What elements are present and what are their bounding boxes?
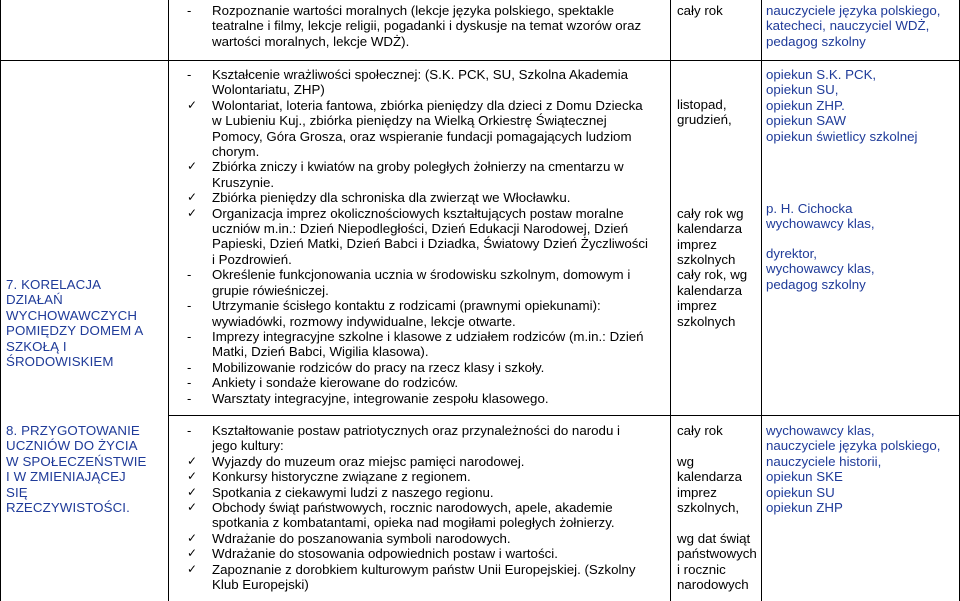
checkmark-list-item (187, 159, 667, 190)
cell-text-line: cały rok wg (677, 205, 744, 221)
term-text-line: i rocznic (677, 561, 726, 577)
dash-list-item (187, 423, 667, 454)
responsible-text-line: katecheci, nauczyciel WDŻ, (766, 18, 930, 34)
activity-text-line: Wyjazdy do muzeum oraz miejsc pamięci narodowej. (212, 453, 525, 469)
term-text-line: cały rok (677, 3, 723, 18)
checkmark-list-item (187, 454, 667, 469)
dash-bullet-icon: - (187, 375, 192, 391)
activity-text-line: wartości moralnych, lekcje WDŻ). (212, 33, 410, 49)
activity-text-line: Kształtowanie postaw patriotycznych oraz przynależności do narodu i (212, 423, 620, 438)
activity-text-line: i Pozdrowień. (212, 251, 292, 267)
dash-list-item (187, 267, 667, 298)
dash-list-item (187, 329, 667, 360)
dash-bullet-icon: - (187, 298, 192, 314)
activity-text-line: Zbiórka pieniędzy dla schroniska dla zwierząt we Włocławku. (212, 190, 571, 206)
cell-text-line: wychowawcy klas, (766, 216, 875, 232)
continued-responsible (766, 3, 960, 49)
term-text-line: państwowych (677, 546, 757, 562)
section-7-responsible (766, 67, 960, 292)
term-text-line: narodowych (677, 577, 749, 593)
section-title-line: RZECZYWISTOŚCI. (6, 500, 130, 516)
cell-text-line: p. H. Cichocka (766, 201, 853, 217)
cell-text-line: opiekun SU, (766, 82, 839, 98)
activity-text-line: Klub Europejski) (212, 577, 309, 593)
activity-text-line: Wdrażanie do poszanowania symboli narodowych. (212, 530, 511, 546)
cell-block (766, 67, 960, 144)
cell-text-line: listopad, (677, 97, 727, 112)
activity-text-line: Utrzymanie ścisłego kontaktu z rodzicami (prawnymi opiekunami): (212, 298, 601, 314)
cell-text-line: szkolnych (677, 313, 736, 329)
activity-text-line: Konkursy historyczne związane z regionem. (212, 469, 471, 485)
activity-text-line: Papieski, Dzień Matki, Dzień Babci i Dziadka, Światowy Dzień Życzliwości (212, 236, 648, 252)
dash-bullet-icon: - (187, 67, 192, 82)
section-8-term (677, 423, 761, 592)
section-title-line: 8. PRZYGOTOWANIE (6, 423, 140, 438)
cell-text-line: opiekun ZHP. (766, 97, 845, 113)
activity-text-line: teatralne i filmy, lekcje religii, pogadanki i dyskusje na temat wzorów oraz (212, 18, 642, 34)
term-text-line: kalendarza (677, 469, 743, 485)
section-title-line: UCZNIÓW DO ŻYCIA (6, 438, 138, 454)
cell-block (766, 201, 960, 232)
checkmark-list-item (187, 206, 667, 268)
checkmark-list-item (187, 546, 667, 561)
section-7-title (6, 277, 166, 369)
cell-text-line: szkolnych (677, 252, 736, 268)
dash-bullet-icon: - (187, 390, 192, 406)
activity-text-line: Wolontariatu, ZHP) (212, 82, 325, 98)
section-8-title (6, 423, 166, 515)
section-title-line: DZIAŁAŃ (6, 292, 63, 308)
activity-text-line: wywiadówki, rozmowy indywidualne, lekcje otwarte. (212, 313, 516, 329)
dash-bullet-icon: - (187, 423, 192, 438)
activity-text-line: Imprezy integracyjne szkolne i klasowe z udziałem rodziców (m.in.: Dzień (212, 328, 644, 344)
activity-text-line: spotkania z kombatantami, opieka nad mogiłami poległych żołnierzy. (212, 515, 615, 531)
activity-text-line: Pomocy, Góra Grosza, oraz wspieranie fundacji pomagających ludziom (212, 128, 632, 144)
section-title-line: WYCHOWAWCZYCH (6, 307, 138, 323)
section-title-line: 7. KORELACJA (6, 277, 102, 292)
section-title-line: W SPOŁECZEŃSTWIE (6, 453, 147, 469)
cell-text-line: opiekun SAW (766, 113, 847, 129)
section-title-line: SZKOŁĄ I (6, 338, 67, 354)
dash-list-item (187, 360, 667, 375)
responsible-text-line: nauczyciele historii, (766, 453, 882, 469)
dash-bullet-icon: - (187, 328, 192, 344)
term-text-line: imprez (677, 484, 717, 500)
continued-term (677, 3, 761, 18)
cell-text-line: imprez (677, 236, 717, 252)
cell-text-line: imprez (677, 298, 717, 314)
checkmark-list-item (187, 531, 667, 546)
dash-bullet-icon: - (187, 267, 192, 283)
activity-text-line: Mobilizowanie rodziców do pracy na rzecz klasy i szkoły. (212, 359, 545, 375)
dash-bullet-icon: - (187, 359, 192, 375)
checkmark-icon: ✓ (187, 546, 198, 561)
cell-text-line: pedagog szkolny (766, 276, 866, 292)
checkmark-icon: ✓ (187, 190, 198, 205)
responsible-text-line: opiekun SU (766, 484, 835, 500)
section-7-term (677, 67, 761, 329)
responsible-text-line: pedagog szkolny (766, 33, 866, 49)
checkmark-list-item (187, 500, 667, 531)
activity-text-line: jego kultury: (212, 438, 284, 454)
activity-text-line: uczniów m.in.: Dzień Niepodległości, Dzień Edukacji Narodowej, Dzień (212, 221, 629, 237)
responsible-text-line: wychowawcy klas, (766, 423, 875, 438)
activity-text-line: Określenie funkcjonowania ucznia w środowisku szkolnym, domowym i (212, 267, 631, 283)
activity-text-line: grupie rówieśniczej. (212, 282, 329, 298)
activity-text-line: Zbiórka zniczy i kwiatów na groby poległych żołnierzy na cmentarzu w (212, 159, 624, 175)
checkmark-icon: ✓ (187, 469, 198, 484)
activity-text-line: Warsztaty integracyjne, integrowanie zespołu klasowego. (212, 390, 549, 406)
section-title-line: ŚRODOWISKIEM (6, 354, 114, 370)
activity-text-line: Obchody świąt państwowych, rocznic narodowych, apele, akademie (212, 500, 613, 516)
dash-list-item (187, 375, 667, 390)
activity-text-line: Wolontariat, loteria fantowa, zbiórka pieniędzy dla dzieci z Domu Dziecka (212, 97, 643, 113)
responsible-text-line: opiekun ZHP (766, 500, 843, 516)
checkmark-icon: ✓ (187, 484, 198, 499)
activity-text-line: Kruszynie. (212, 174, 275, 190)
activity-text-line: Zapoznanie z dorobkiem kulturowym państw Unii Europejskiej. (Szkolny (212, 561, 636, 577)
dash-list-item (187, 3, 667, 49)
checkmark-list-item (187, 485, 667, 500)
section-title-line: I W ZMIENIAJĄCEJ (6, 469, 126, 485)
term-text-line (677, 515, 761, 530)
dash-list-item (187, 67, 667, 98)
cell-text-line: kalendarza (677, 221, 743, 237)
activity-text-line: Ankiety i sondaże kierowane do rodziców. (212, 375, 459, 391)
cell-text-line: opiekun S.K. PCK, (766, 67, 877, 82)
responsible-text-line: nauczyciele języka polskiego, (766, 3, 941, 18)
cell-block (677, 206, 761, 268)
activity-text-line: chorym. (212, 144, 260, 160)
activity-text-line: w Lubieniu Kuj., zbiórka pieniędzy na Wielką Orkiestrę Świątecznej (212, 113, 607, 129)
responsible-text-line: nauczyciele języka polskiego, (766, 438, 941, 454)
dash-list-item (187, 391, 667, 406)
dash-list-item (187, 298, 667, 329)
cell-block (677, 267, 761, 329)
section-8-responsible (766, 423, 960, 515)
section-8-activities (187, 423, 667, 592)
checkmark-list-item (187, 562, 667, 593)
cell-text-line: wychowawcy klas, (766, 261, 875, 277)
cell-text-line: grudzień, (677, 112, 732, 128)
checkmark-icon: ✓ (187, 205, 198, 220)
term-text-line (677, 438, 761, 453)
section-title-line: SIĘ (6, 484, 28, 500)
activity-text-line: Matki, Dzień Babci, Wigilia klasowa). (212, 344, 429, 360)
activity-text-line: Spotkania z ciekawymi ludzi z naszego regionu. (212, 484, 494, 500)
activity-text-line: Wdrażanie do stosowania odpowiednich postaw i wartości. (212, 546, 558, 562)
term-text-line: wg (677, 453, 694, 469)
activity-text-line: Kształcenie wrażliwości społecznej: (S.K. PCK, SU, Szkolna Akademia (212, 67, 629, 82)
checkmark-icon: ✓ (187, 453, 198, 468)
responsible-text-line: opiekun SKE (766, 469, 843, 485)
checkmark-list-item (187, 98, 667, 160)
checkmark-list-item (187, 469, 667, 484)
term-text-line: cały rok (677, 423, 723, 438)
section-7-activities (187, 67, 667, 406)
cell-block (766, 246, 960, 292)
cell-text-line: dyrektor, (766, 245, 817, 261)
checkmark-icon: ✓ (187, 159, 198, 174)
cell-text-line: kalendarza (677, 282, 743, 298)
dash-bullet-icon: - (187, 3, 192, 18)
activity-text-line: Organizacja imprez okolicznościowych kształtujących postaw moralne (212, 205, 624, 221)
activity-text-line: Rozpoznanie wartości moralnych (lekcje języka polskiego, spektakle (212, 3, 615, 18)
checkmark-list-item (187, 190, 667, 205)
continued-activities (187, 3, 667, 49)
term-text-line: wg dat świąt (677, 530, 751, 546)
checkmark-icon: ✓ (187, 97, 198, 112)
cell-block (677, 97, 761, 128)
checkmark-icon: ✓ (187, 500, 198, 515)
checkmark-icon: ✓ (187, 561, 198, 576)
term-text-line: szkolnych, (677, 500, 740, 516)
section-title-line: POMIĘDZY DOMEM A (6, 323, 144, 339)
cell-text-line: cały rok, wg (677, 267, 748, 283)
cell-text-line: opiekun świetlicy szkolnej (766, 128, 918, 144)
checkmark-icon: ✓ (187, 530, 198, 545)
